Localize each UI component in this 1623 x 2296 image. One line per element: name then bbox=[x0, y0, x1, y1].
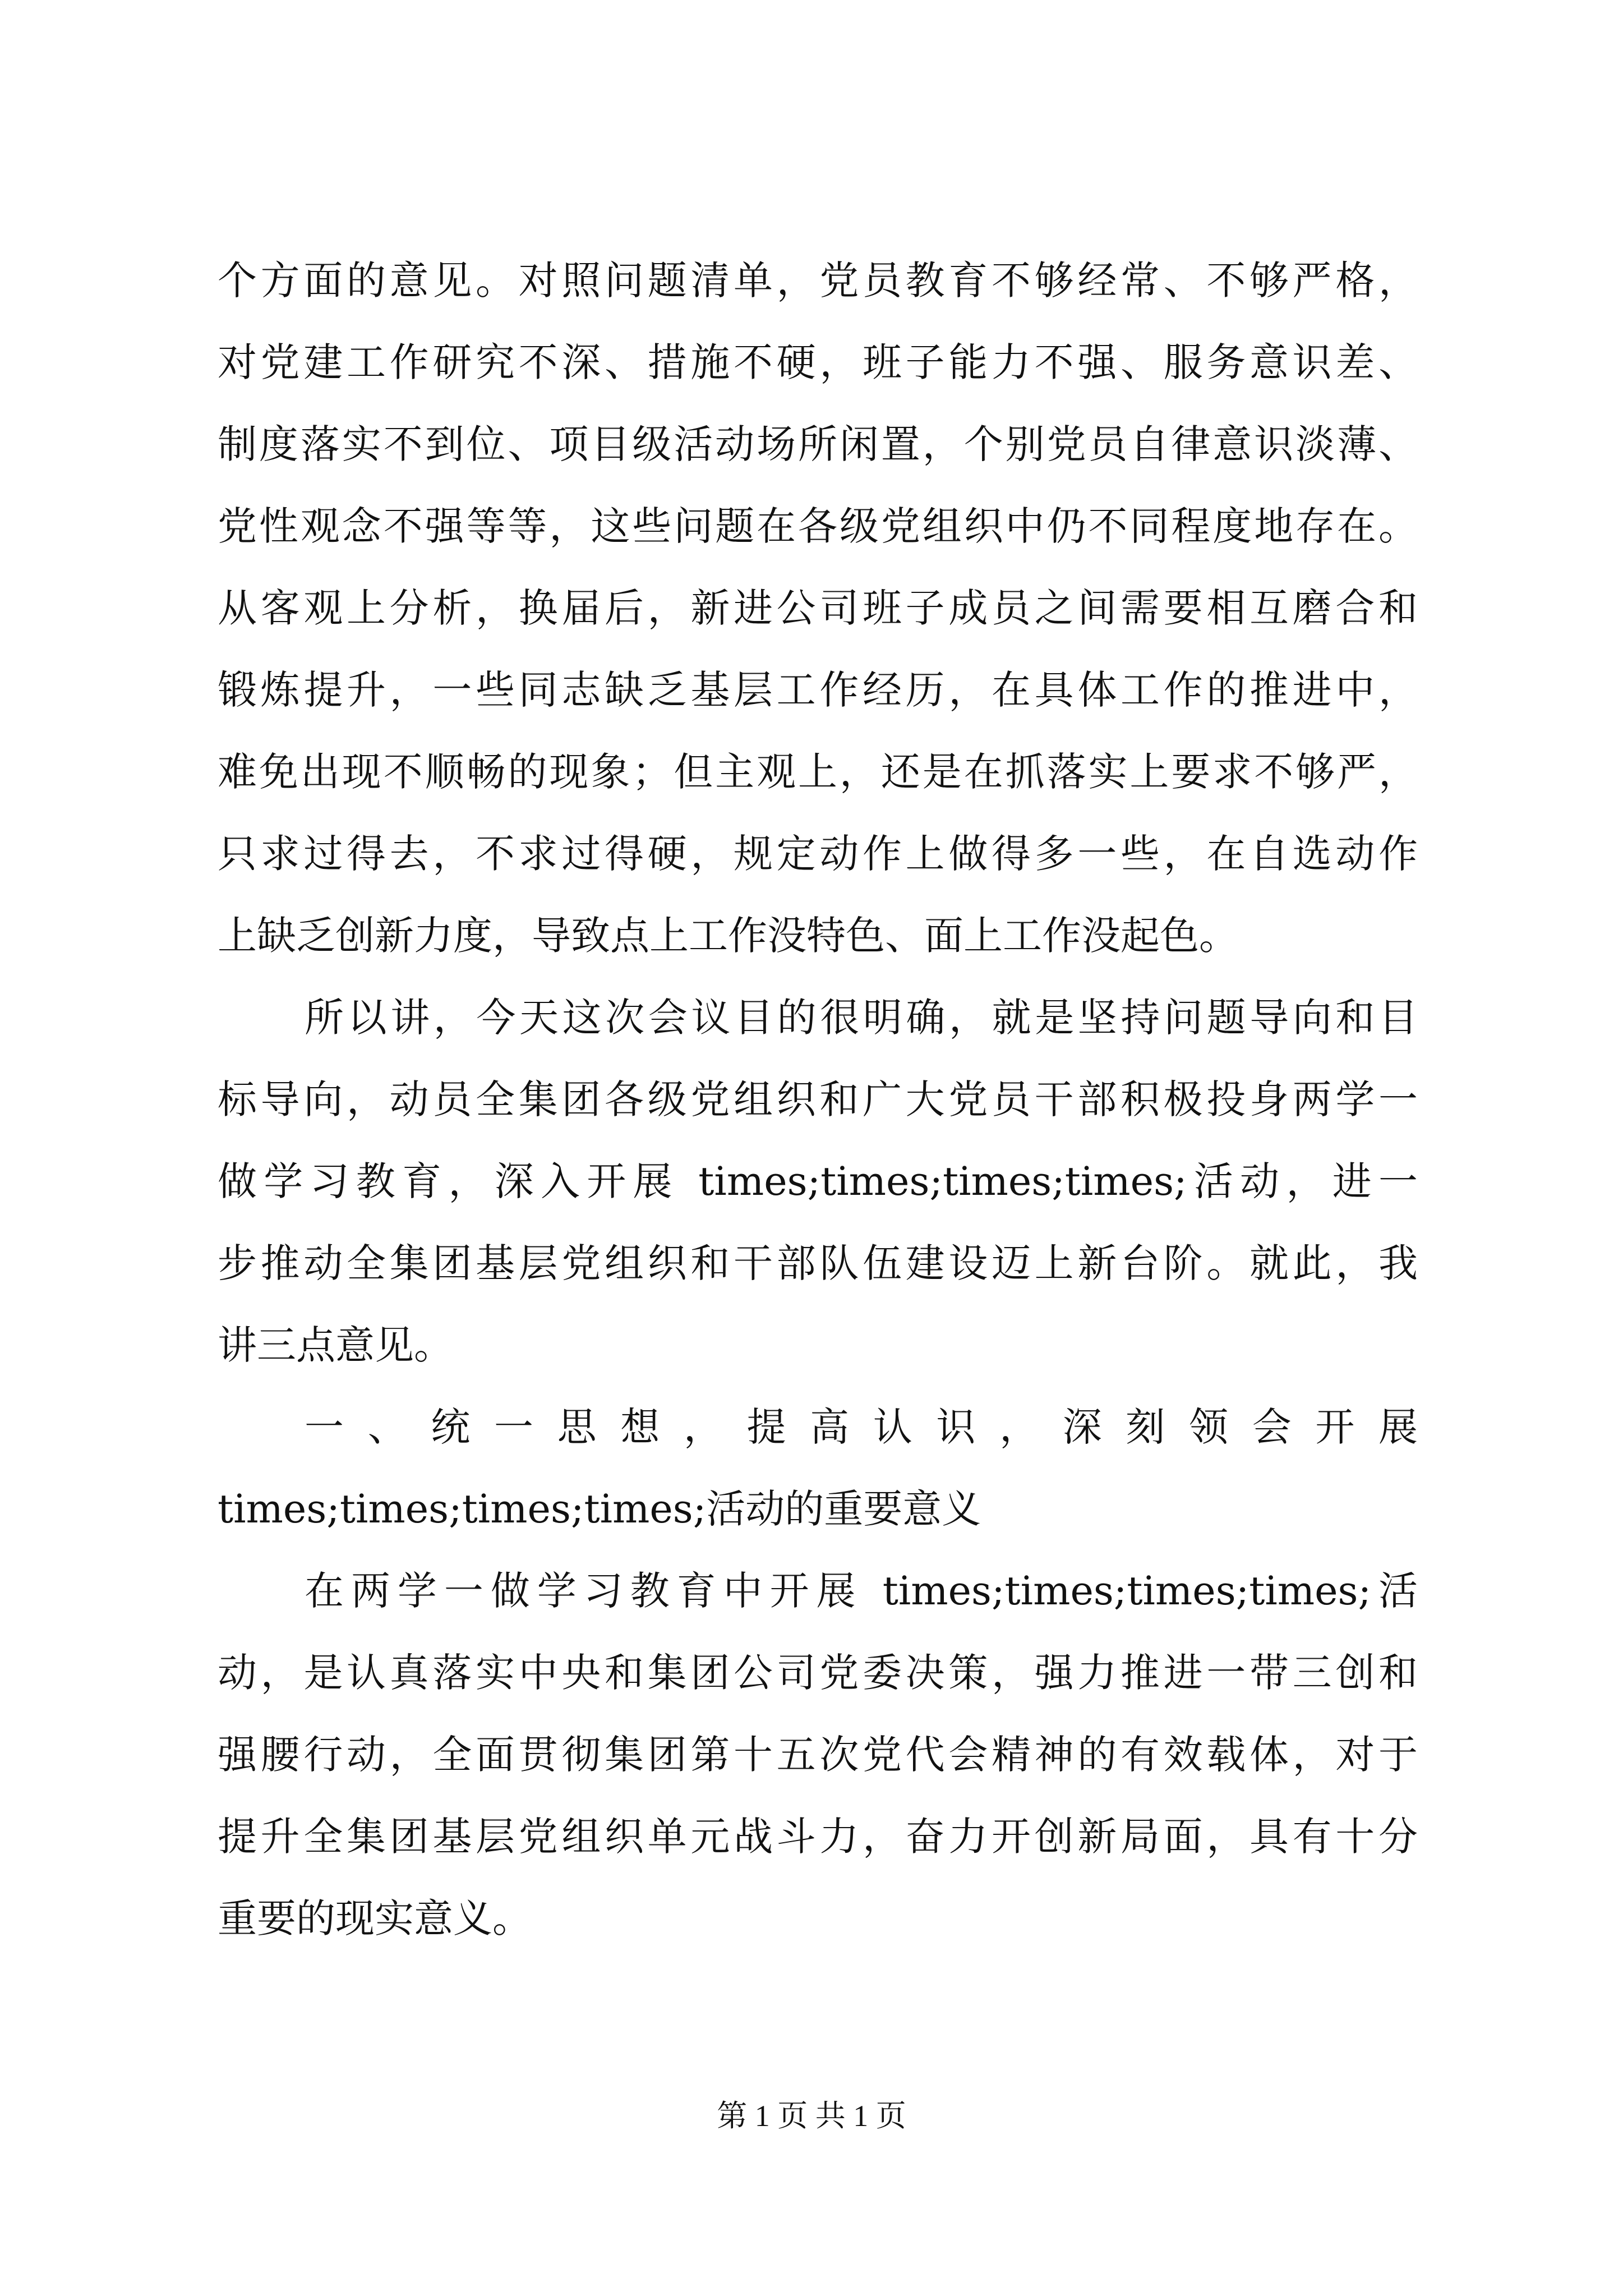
paragraph-line: 只求过得去，不求过得硬，规定动作上做得多一些，在自选动作 bbox=[218, 831, 1418, 877]
paragraph-line: 讲三点意见。 bbox=[218, 1322, 453, 1368]
section-heading-line: times;times;times;times;活动的重要意义 bbox=[218, 1486, 981, 1532]
paragraph-line: 难免出现不顺畅的现象；但主观上，还是在抓落实上要求不够严， bbox=[218, 749, 1418, 795]
paragraph-line: 个方面的意见。对照问题清单，党员教育不够经常、不够严格， bbox=[218, 257, 1418, 303]
paragraph-line: 上缺乏创新力度，导致点上工作没特色、面上工作没起色。 bbox=[218, 913, 1238, 959]
paragraph-line: 从客观上分析，换届后，新进公司班子成员之间需要相互磨合和 bbox=[218, 585, 1418, 631]
paragraph-line: 强腰行动，全面贯彻集团第十五次党代会精神的有效载体，对于 bbox=[218, 1732, 1418, 1778]
paragraph-line: 动，是认真落实中央和集团公司党委决策，强力推进一带三创和 bbox=[218, 1650, 1418, 1696]
paragraph-line: 对党建工作研究不深、措施不硬，班子能力不强、服务意识差、 bbox=[218, 339, 1418, 385]
page-number-footer: 第 1 页 共 1 页 bbox=[717, 2099, 906, 2133]
paragraph-line: 所以讲，今天这次会议目的很明确，就是坚持问题导向和目 bbox=[305, 995, 1418, 1041]
section-heading-line: 一、统一思想，提高认识，深刻领会开展 bbox=[305, 1404, 1418, 1450]
paragraph-line: 在两学一做学习教育中开展 times;times;times;times;活 bbox=[305, 1568, 1418, 1614]
paragraph-line: 标导向，动员全集团各级党组织和广大党员干部积极投身两学一 bbox=[218, 1076, 1418, 1122]
paragraph-line: 党性观念不强等等，这些问题在各级党组织中仍不同程度地存在。 bbox=[218, 503, 1418, 549]
paragraph-line: 步推动全集团基层党组织和干部队伍建设迈上新台阶。就此，我 bbox=[218, 1240, 1418, 1286]
paragraph-line: 重要的现实意义。 bbox=[218, 1895, 532, 1941]
paragraph-line: 做学习教育，深入开展 times;times;times;times;活动，进一 bbox=[218, 1158, 1418, 1204]
paragraph-line: 制度落实不到位、项目级活动场所闲置，个别党员自律意识淡薄、 bbox=[218, 421, 1418, 467]
paragraph-line: 锻炼提升，一些同志缺乏基层工作经历，在具体工作的推进中， bbox=[218, 667, 1418, 713]
paragraph-line: 提升全集团基层党组织单元战斗力，奋力开创新局面，具有十分 bbox=[218, 1814, 1418, 1860]
